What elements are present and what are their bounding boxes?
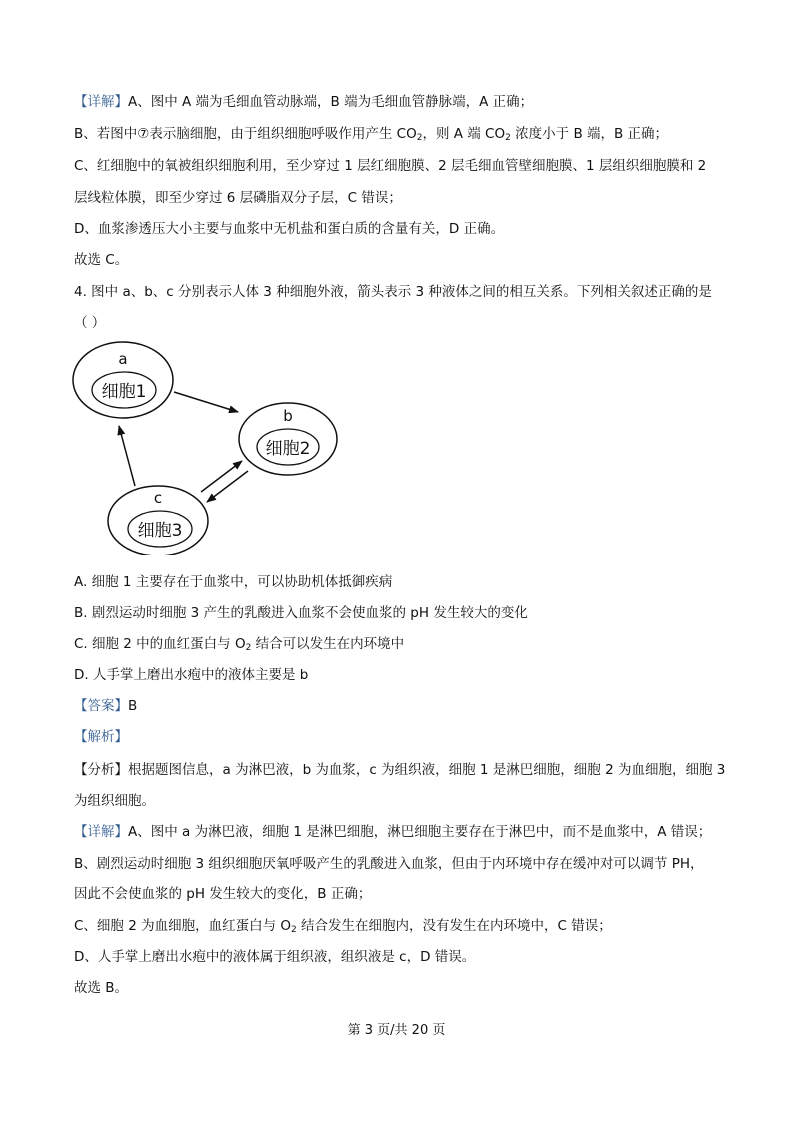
detail-d: D、人手掌上磨出水疱中的液体属于组织液，组织液是 c，D 错误。 bbox=[74, 949, 476, 965]
option-a: A. 细胞 1 主要存在于血浆中，可以协助机体抵御疾病 bbox=[74, 574, 393, 590]
detail-b-line2: 因此不会使血浆的 pH 发生较大的变化，B 正确； bbox=[74, 886, 372, 902]
detail-c: C、细胞 2 为血细胞，血红蛋白与 $O_2$ 结合发生在细胞内，没有发生在内环境中，C 错误； bbox=[74, 918, 612, 935]
answer-line bbox=[74, 697, 137, 715]
body-fluid-diagram bbox=[70, 340, 350, 555]
arrow-c-to-a bbox=[119, 426, 135, 486]
prev-detail-b: B、若图中⑦表示脑细胞，由于组织细胞呼吸作用产生 $CO_2$，则 A 端 $CO_2$ 浓度小于 B 端，B 正确； bbox=[74, 126, 669, 143]
prev-detail-d: D、血浆渗透压大小主要与血浆中无机盐和蛋白质的含量有关，D 正确。 bbox=[74, 221, 505, 237]
answer-label: 【答案】 bbox=[74, 698, 128, 714]
question-stem-line1: 4. 图中 a、b、c 分别表示人体 3 种细胞外液，箭头表示 3 种液体之间的相互关系。下列相关叙述正确的是 bbox=[74, 284, 712, 300]
analysis-head: 【分析】 bbox=[74, 762, 128, 778]
option-c: C. 细胞 2 中的血红蛋白与 $O_2$ 结合可以发生在内环境中 bbox=[74, 636, 405, 653]
node-b bbox=[239, 403, 337, 475]
analysis-line1: 【分析】根据题图信息，a 为淋巴液，b 为血浆，c 为组织液，细胞 1 是淋巴细胞，细胞 2 为血细胞，细胞 3 bbox=[74, 762, 726, 778]
node-a bbox=[73, 342, 173, 418]
node-c-letter: c bbox=[153, 489, 163, 507]
option-b: B. 剧烈运动时细胞 3 产生的乳酸进入血浆不会使血浆的 pH 发生较大的变化 bbox=[74, 605, 528, 621]
node-a-cell: 细胞1 bbox=[101, 382, 147, 402]
answer-value: B bbox=[128, 698, 138, 714]
arrow-c-to-b bbox=[201, 461, 242, 492]
analysis-label: 【解析】 bbox=[74, 729, 128, 745]
node-b-letter: b bbox=[283, 407, 293, 425]
detail-label: 【详解】 bbox=[74, 824, 128, 840]
arrow-a-to-b bbox=[174, 392, 238, 412]
detail-a: 【详解】A、图中 a 为淋巴液，细胞 1 是淋巴细胞，淋巴细胞主要存在于淋巴中，而不是血浆中，A 错误； bbox=[74, 824, 712, 840]
analysis-line2: 为组织细胞。 bbox=[74, 793, 155, 809]
page-number: 第 3 页/共 20 页 bbox=[347, 1023, 446, 1038]
node-b-cell: 细胞2 bbox=[265, 439, 311, 459]
option-d: D. 人手掌上磨出水疱中的液体主要是 b bbox=[74, 667, 309, 683]
arrow-b-to-c bbox=[207, 471, 248, 502]
node-a-letter: a bbox=[118, 350, 128, 368]
node-c bbox=[108, 486, 208, 555]
prev-detail-label: 【详解】 bbox=[74, 94, 128, 110]
prev-conclusion: 故选 C。 bbox=[74, 252, 129, 268]
node-c-cell: 细胞3 bbox=[137, 521, 183, 541]
detail-b-line1: B、剧烈运动时细胞 3 组织细胞厌氧呼吸产生的乳酸进入血浆，但由于内环境中存在缓冲对可以调节 PH， bbox=[74, 856, 704, 872]
prev-detail-c-line2: 层线粒体膜，即至少穿过 6 层磷脂双分子层，C 错误； bbox=[74, 190, 402, 206]
prev-detail-c-line1: C、红细胞中的氧被组织细胞利用，至少穿过 1 层红细胞膜、2 层毛细血管壁细胞膜、1 层组织细胞膜和 2 bbox=[74, 158, 707, 174]
prev-detail-a: 【详解】A、图中 A 端为毛细血管动脉端，B 端为毛细血管静脉端，A 正确； bbox=[74, 94, 534, 110]
question-stem-line2: （ ） bbox=[74, 315, 106, 331]
answer-conclusion: 故选 B。 bbox=[74, 980, 129, 996]
